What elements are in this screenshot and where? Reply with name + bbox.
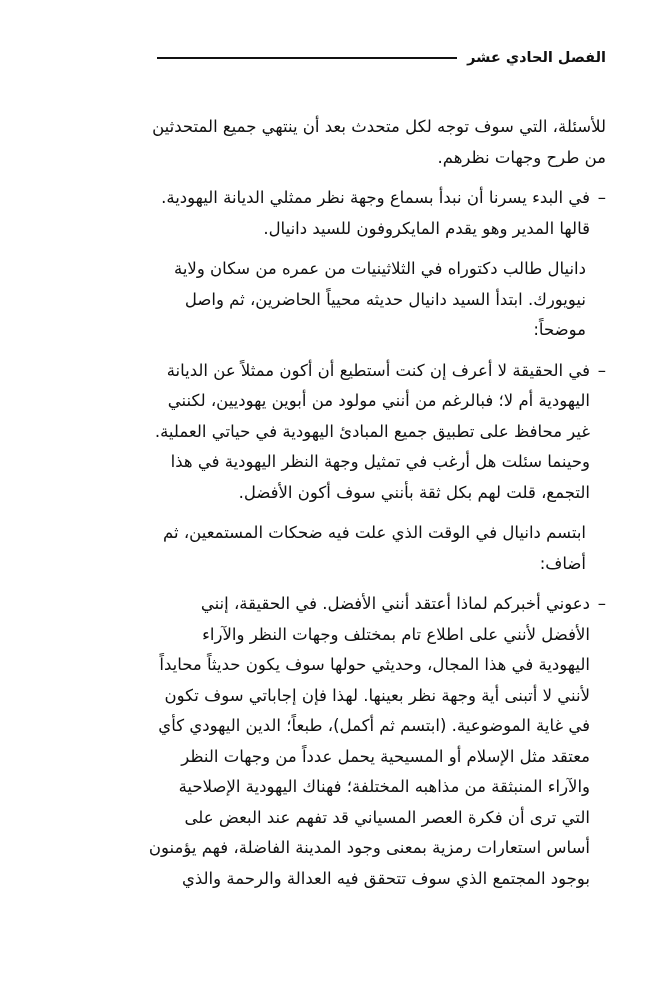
- dialogue-paragraph: [40, 589, 606, 894]
- text-line: أساس استعارات رمزية بمعنى وجود المدينة الفاضلة، فهم يؤمنون: [148, 838, 590, 857]
- text-line: وحينما سئلت هل أرغب في تمثيل وجهة النظر اليهودية في هذا: [170, 452, 590, 471]
- dialogue-paragraph: [40, 183, 606, 244]
- dialogue-paragraph: [40, 356, 606, 509]
- text-line: في الحقيقة لا أعرف إن كنت أستطيع أن أكون ممثلاً عن الديانة: [166, 360, 590, 380]
- text-line: التي ترى أن فكرة العصر المسياني قد تفهم عند البعض على: [184, 807, 590, 827]
- text-line: للأسئلة، التي سوف توجه لكل متحدث بعد أن ينتهي جميع المتحدثين: [152, 117, 606, 136]
- body-text: [40, 112, 606, 894]
- paragraph: [40, 254, 606, 346]
- text-line: أضاف:: [539, 553, 586, 573]
- dialogue-dash: –: [597, 188, 606, 207]
- text-line: نيويورك. ابتدأ السيد دانيال حديثه محيياً الحاضرين، ثم واصل: [184, 289, 586, 309]
- book-page: [40, 40, 606, 980]
- text-line: الأفضل لأنني على اطلاع تام بمختلف وجهات النظر والآراء: [202, 624, 590, 644]
- text-line: دعوني أخبركم لماذا أعتقد أنني الأفضل. في الحقيقة، إنني: [200, 594, 590, 613]
- dialogue-dash: –: [597, 360, 606, 380]
- text-line: غير محافظ على تطبيق جميع المبادئ اليهودية في حياتي العملية.: [154, 421, 590, 441]
- text-line: في البدء يسرنا أن نبدأ بسماع وجهة نظر ممثلي الديانة اليهودية.: [161, 188, 590, 207]
- text-line: من طرح وجهات نظرهم.: [437, 147, 606, 167]
- text-line: دانيال طالب دكتوراه في الثلاثينيات من عمره من سكان ولاية: [173, 259, 586, 278]
- text-line: لأنني لا أتبنى أية وجهة نظر بعينها. لهذا فإن إجاباتي سوف تكون: [164, 685, 590, 705]
- text-line: قالها المدير وهو يقدم المايكروفون للسيد دانيال.: [263, 218, 590, 238]
- text-line: في غاية الموضوعية. (ابتسم ثم أكمل)، طبعاً؛ الدين اليهودي كأي: [158, 716, 590, 735]
- dialogue-dash: –: [597, 594, 606, 613]
- header-rule: [157, 57, 457, 59]
- chapter-title: الفصل الحادي عشر: [467, 50, 606, 66]
- paragraph: [40, 112, 606, 173]
- text-line: بوجود المجتمع الذي سوف تتحقق فيه العدالة والرحمة والذي: [181, 868, 590, 888]
- text-line: موضحاً:: [533, 320, 586, 339]
- paragraph: [40, 518, 606, 579]
- running-header: [40, 40, 606, 76]
- text-line: اليهودية أم لا؛ فبالرغم من أنني مولود من أبوين يهوديين، لكنني: [167, 391, 590, 410]
- text-line: ابتسم دانيال في الوقت الذي علت فيه ضحكات المستمعين، ثم: [163, 523, 586, 542]
- text-line: معتقد مثل الإسلام أو المسيحية يحمل عدداً من وجهات النظر: [181, 746, 590, 766]
- text-line: اليهودية في هذا المجال، وحديثي حولها سوف يكون حديثاً محايداً: [159, 655, 590, 674]
- text-line: والآراء المنبثقة من مذاهبه المختلفة؛ فهناك اليهودية الإصلاحية: [178, 777, 590, 796]
- text-line: التجمع، قلت لهم بكل ثقة بأنني سوف أكون الأفضل.: [238, 482, 590, 502]
